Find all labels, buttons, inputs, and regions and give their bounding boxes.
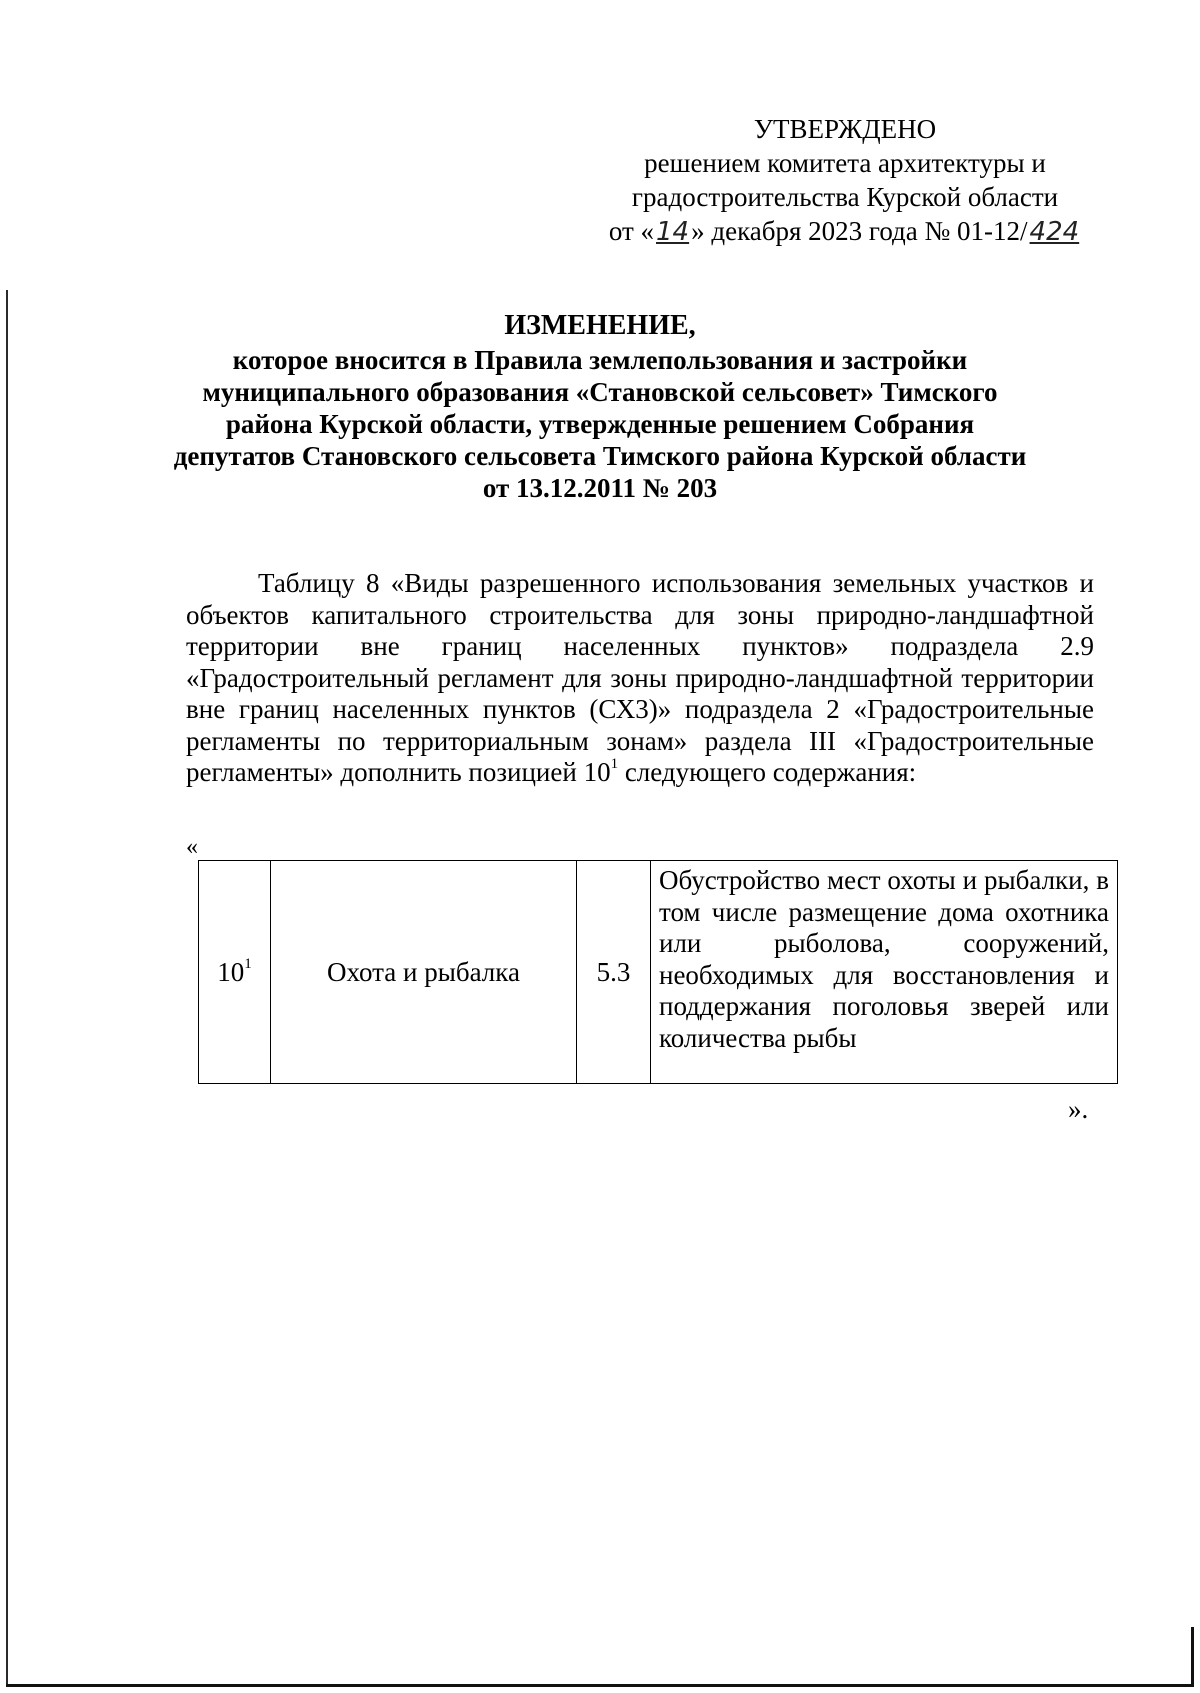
title-line-4: депутатов Становского сельсовета Тимского района Курской области <box>173 441 1027 471</box>
amendment-table <box>198 860 1118 1084</box>
date-middle: » декабря 2023 года № 01-12/ <box>691 216 1028 246</box>
handwritten-day: 14 <box>656 217 690 247</box>
title-line-2: муниципального образования «Становской сельсовет» Тимского <box>202 377 998 407</box>
cell-use-code: 5.3 <box>577 861 651 1084</box>
approval-title: УТВЕРЖДЕНО <box>753 114 937 144</box>
approval-line-2: решением комитета архитектуры и <box>644 148 1046 178</box>
approval-date-line <box>575 214 1115 249</box>
body-superscript: 1 <box>610 756 619 772</box>
scan-edge-left <box>6 290 8 1685</box>
body-paragraph <box>186 568 1094 789</box>
open-quote: « <box>186 834 198 860</box>
close-quote: ». <box>1068 1094 1089 1124</box>
cell-use-name: Охота и рыбалка <box>271 861 577 1084</box>
cell-use-description: Обустройство мест охоты и рыбалки, в том числе размещение дома охотника или рыболова, сооружений, необходимых для восстановления и поддержания поголовья зверей или количества рыбы <box>651 861 1118 1084</box>
scan-edge-bottom <box>6 1684 1194 1687</box>
scan-edge-right <box>1191 1627 1194 1687</box>
handwritten-doc-number: 424 <box>1029 217 1080 247</box>
title-line-1: которое вносится в Правила землепользования и застройки <box>232 345 968 375</box>
body-text-tail: следующего содержания: <box>618 757 917 787</box>
position-superscript: 1 <box>244 955 252 972</box>
position-number: 10 <box>217 956 245 987</box>
date-prefix: от « <box>608 216 655 246</box>
document-title <box>150 310 1050 504</box>
cell-position-number <box>199 861 271 1084</box>
title-heading: ИЗМЕНЕНИЕ, <box>504 310 696 341</box>
body-text-main: Таблицу 8 «Виды разрешенного использования земельных участков и объектов капитального строительства для зоны природно-ландшафтной территории вне границ населенных пунктов» подраздела 2.9 «Градостроительный регламент для зоны природно-ландшафтной территории вне границ населенных пунктов (СХ3)» подраздела 2 «Градостроительные регламенты по территориальным зонам» раздела III «Градостроительные регламенты» дополнить позицией 10 <box>186 568 1094 787</box>
title-line-3: района Курской области, утвержденные решением Собрания <box>225 409 975 439</box>
table-row <box>199 861 1118 1084</box>
title-line-5: от 13.12.2011 № 203 <box>482 473 718 503</box>
approval-line-3: градостроительства Курской области <box>631 182 1059 212</box>
approval-stamp-block <box>575 112 1115 249</box>
